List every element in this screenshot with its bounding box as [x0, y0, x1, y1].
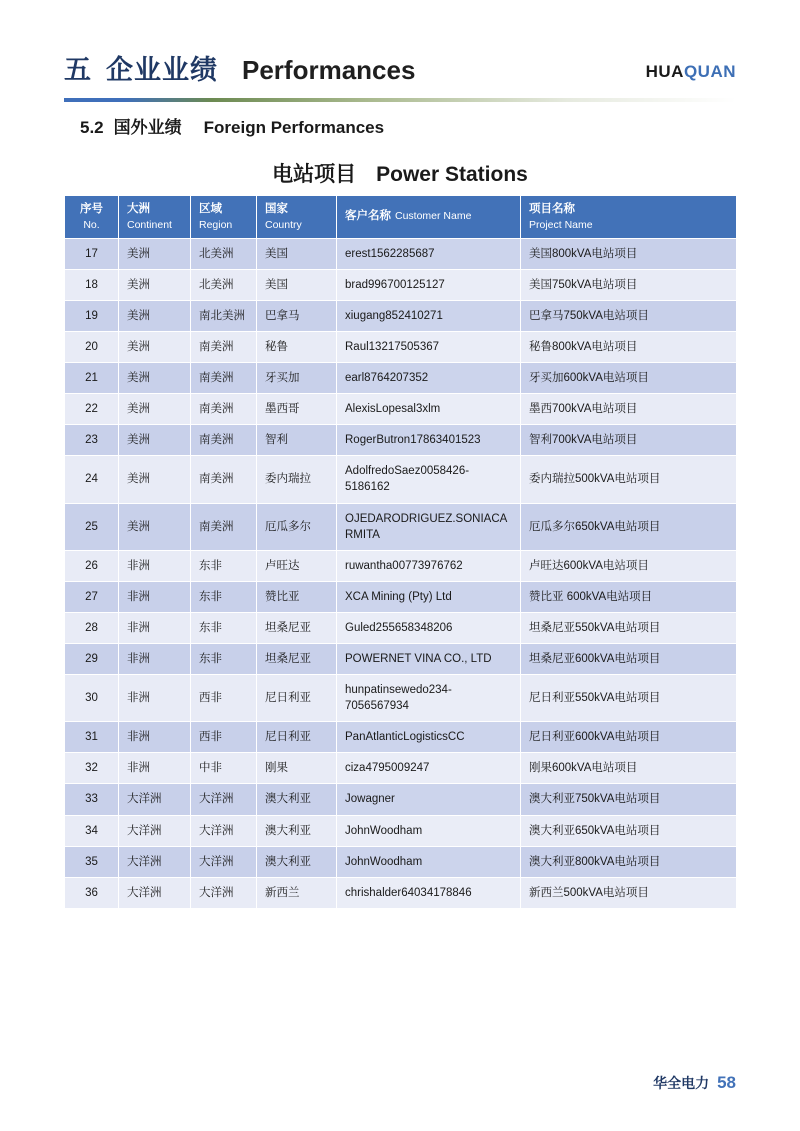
column-header-no	[65, 196, 119, 239]
table-row	[65, 753, 737, 784]
cell-region: 北美洲	[191, 269, 257, 300]
cell-project: 坦桑尼亚550kVA电站项目	[521, 612, 737, 643]
cell-customer: ruwantha00773976762	[337, 550, 521, 581]
cell-project: 尼日利亚600kVA电站项目	[521, 722, 737, 753]
table-row	[65, 456, 737, 503]
cell-country: 美国	[257, 269, 337, 300]
chapter-number: 五	[64, 55, 92, 85]
column-header-region-en: Region	[199, 218, 233, 231]
cell-customer: OJEDARODRIGUEZ.SONIACARMITA	[337, 503, 521, 550]
cell-country: 墨西哥	[257, 394, 337, 425]
table-row	[65, 644, 737, 675]
column-header-continent-en: Continent	[127, 218, 172, 231]
cell-no: 31	[65, 722, 119, 753]
cell-continent: 大洋洲	[119, 815, 191, 846]
table-row	[65, 363, 737, 394]
table-row	[65, 675, 737, 722]
cell-no: 17	[65, 238, 119, 269]
cell-customer: XCA Mining (Pty) Ltd	[337, 581, 521, 612]
cell-continent: 美洲	[119, 425, 191, 456]
cell-region: 东非	[191, 581, 257, 612]
cell-no: 18	[65, 269, 119, 300]
cell-continent: 美洲	[119, 300, 191, 331]
table-row	[65, 238, 737, 269]
column-header-customer-cn: 客户名称	[345, 210, 391, 223]
column-header-no-cn: 序号	[80, 203, 103, 215]
cell-no: 19	[65, 300, 119, 331]
subsection-title-en: Foreign Performances	[203, 118, 385, 137]
chapter-heading	[64, 48, 736, 87]
cell-customer: AdolfredoSaez0058426-5186162	[337, 456, 521, 503]
logo-text-primary: HUA	[645, 62, 684, 81]
cell-continent: 非洲	[119, 722, 191, 753]
logo-text-secondary: QUAN	[683, 62, 736, 81]
performance-table-container	[64, 195, 736, 909]
table-title	[0, 158, 800, 188]
cell-region: 北美洲	[191, 238, 257, 269]
page-footer	[653, 1073, 736, 1093]
cell-country: 智利	[257, 425, 337, 456]
cell-country: 巴拿马	[257, 300, 337, 331]
cell-customer: brad996700125127	[337, 269, 521, 300]
footer-company: 华全电力	[653, 1075, 710, 1091]
cell-customer: Jowagner	[337, 784, 521, 815]
column-header-region	[191, 196, 257, 239]
cell-region: 南美洲	[191, 363, 257, 394]
cell-project: 智利700kVA电站项目	[521, 425, 737, 456]
table-title-en: Power Stations	[376, 163, 528, 186]
cell-continent: 大洋洲	[119, 846, 191, 877]
cell-no: 20	[65, 331, 119, 362]
cell-no: 21	[65, 363, 119, 394]
table-row	[65, 877, 737, 908]
cell-continent: 非洲	[119, 550, 191, 581]
cell-region: 大洋洲	[191, 877, 257, 908]
cell-continent: 美洲	[119, 394, 191, 425]
table-row	[65, 784, 737, 815]
cell-project: 赞比亚 600kVA电站项目	[521, 581, 737, 612]
table-row	[65, 722, 737, 753]
column-header-no-en: No.	[83, 218, 100, 231]
cell-country: 澳大利亚	[257, 784, 337, 815]
subsection-heading	[80, 113, 384, 138]
cell-continent: 大洋洲	[119, 877, 191, 908]
company-logo	[646, 62, 736, 82]
cell-no: 28	[65, 612, 119, 643]
cell-customer: chrishalder64034178846	[337, 877, 521, 908]
cell-no: 24	[65, 456, 119, 503]
column-header-country-en: Country	[265, 218, 302, 231]
cell-project: 墨西700kVA电站项目	[521, 394, 737, 425]
cell-customer: ciza4795009247	[337, 753, 521, 784]
cell-no: 25	[65, 503, 119, 550]
column-header-project-en: Project Name	[529, 218, 593, 231]
cell-customer: xiugang852410271	[337, 300, 521, 331]
table-row	[65, 331, 737, 362]
table-row	[65, 846, 737, 877]
cell-region: 南美洲	[191, 331, 257, 362]
cell-region: 大洋洲	[191, 846, 257, 877]
cell-project: 巴拿马750kVA电站项目	[521, 300, 737, 331]
cell-continent: 非洲	[119, 612, 191, 643]
cell-continent: 美洲	[119, 331, 191, 362]
cell-country: 澳大利亚	[257, 846, 337, 877]
subsection-number: 5.2	[80, 118, 104, 137]
cell-customer: Guled255658348206	[337, 612, 521, 643]
column-header-continent-cn: 大洲	[127, 203, 150, 215]
cell-customer: JohnWoodham	[337, 815, 521, 846]
cell-continent: 非洲	[119, 675, 191, 722]
cell-project: 委内瑞拉500kVA电站项目	[521, 456, 737, 503]
cell-no: 32	[65, 753, 119, 784]
cell-region: 大洋洲	[191, 784, 257, 815]
cell-project: 美国750kVA电站项目	[521, 269, 737, 300]
cell-continent: 美洲	[119, 238, 191, 269]
cell-country: 刚果	[257, 753, 337, 784]
cell-project: 坦桑尼亚600kVA电站项目	[521, 644, 737, 675]
subsection-title-cn: 国外业绩	[113, 118, 182, 137]
cell-region: 南北美洲	[191, 300, 257, 331]
cell-no: 34	[65, 815, 119, 846]
cell-no: 29	[65, 644, 119, 675]
cell-region: 东非	[191, 612, 257, 643]
table-row	[65, 269, 737, 300]
cell-country: 澳大利亚	[257, 815, 337, 846]
cell-no: 33	[65, 784, 119, 815]
cell-region: 南美洲	[191, 456, 257, 503]
power-stations-table	[64, 195, 737, 909]
cell-continent: 非洲	[119, 581, 191, 612]
chapter-title-en: Performances	[242, 55, 416, 85]
table-body	[65, 238, 737, 908]
column-header-project-cn: 项目名称	[529, 203, 575, 215]
cell-customer: JohnWoodham	[337, 846, 521, 877]
cell-region: 大洋洲	[191, 815, 257, 846]
cell-country: 尼日利亚	[257, 722, 337, 753]
cell-project: 牙买加600kVA电站项目	[521, 363, 737, 394]
table-title-cn: 电站项目	[272, 163, 357, 186]
column-header-customer	[337, 196, 521, 239]
cell-country: 美国	[257, 238, 337, 269]
cell-project: 厄瓜多尔650kVA电站项目	[521, 503, 737, 550]
cell-country: 新西兰	[257, 877, 337, 908]
cell-continent: 非洲	[119, 753, 191, 784]
cell-project: 澳大利亚800kVA电站项目	[521, 846, 737, 877]
cell-no: 27	[65, 581, 119, 612]
cell-project: 秘鲁800kVA电站项目	[521, 331, 737, 362]
cell-project: 尼日利亚550kVA电站项目	[521, 675, 737, 722]
cell-region: 东非	[191, 550, 257, 581]
table-row	[65, 503, 737, 550]
table-row	[65, 394, 737, 425]
column-header-customer-en: Customer Name	[395, 210, 472, 223]
cell-continent: 美洲	[119, 269, 191, 300]
cell-no: 36	[65, 877, 119, 908]
cell-country: 坦桑尼亚	[257, 644, 337, 675]
cell-continent: 美洲	[119, 363, 191, 394]
cell-customer: AlexisLopesal3xlm	[337, 394, 521, 425]
column-header-project	[521, 196, 737, 239]
cell-project: 刚果600kVA电站项目	[521, 753, 737, 784]
cell-customer: earl8764207352	[337, 363, 521, 394]
cell-project: 美国800kVA电站项目	[521, 238, 737, 269]
cell-no: 30	[65, 675, 119, 722]
cell-region: 中非	[191, 753, 257, 784]
cell-no: 22	[65, 394, 119, 425]
cell-customer: PanAtlanticLogisticsCC	[337, 722, 521, 753]
cell-project: 澳大利亚650kVA电站项目	[521, 815, 737, 846]
table-row	[65, 550, 737, 581]
cell-country: 坦桑尼亚	[257, 612, 337, 643]
cell-region: 南美洲	[191, 394, 257, 425]
cell-region: 南美洲	[191, 425, 257, 456]
table-row	[65, 612, 737, 643]
footer-page-number: 58	[717, 1073, 736, 1092]
cell-continent: 美洲	[119, 456, 191, 503]
cell-no: 23	[65, 425, 119, 456]
cell-no: 35	[65, 846, 119, 877]
cell-country: 委内瑞拉	[257, 456, 337, 503]
cell-continent: 美洲	[119, 503, 191, 550]
cell-customer: POWERNET VINA CO., LTD	[337, 644, 521, 675]
chapter-title-cn: 企业业绩	[106, 55, 218, 85]
table-row	[65, 425, 737, 456]
cell-project: 新西兰500kVA电站项目	[521, 877, 737, 908]
cell-customer: RogerButron17863401523	[337, 425, 521, 456]
cell-project: 澳大利亚750kVA电站项目	[521, 784, 737, 815]
table-row	[65, 300, 737, 331]
cell-country: 厄瓜多尔	[257, 503, 337, 550]
cell-customer: Raul13217505367	[337, 331, 521, 362]
column-header-continent	[119, 196, 191, 239]
cell-country: 卢旺达	[257, 550, 337, 581]
cell-customer: hunpatinsewedo234-7056567934	[337, 675, 521, 722]
cell-region: 东非	[191, 644, 257, 675]
cell-country: 牙买加	[257, 363, 337, 394]
cell-country: 秘鲁	[257, 331, 337, 362]
table-header-row	[65, 196, 737, 239]
column-header-country	[257, 196, 337, 239]
cell-country: 赞比亚	[257, 581, 337, 612]
cell-country: 尼日利亚	[257, 675, 337, 722]
cell-continent: 非洲	[119, 644, 191, 675]
column-header-region-cn: 区域	[199, 203, 222, 215]
column-header-country-cn: 国家	[265, 203, 288, 215]
cell-continent: 大洋洲	[119, 784, 191, 815]
cell-no: 26	[65, 550, 119, 581]
cell-customer: erest1562285687	[337, 238, 521, 269]
table-row	[65, 581, 737, 612]
cell-project: 卢旺达600kVA电站项目	[521, 550, 737, 581]
header-divider	[64, 98, 736, 102]
cell-region: 西非	[191, 722, 257, 753]
cell-region: 西非	[191, 675, 257, 722]
cell-region: 南美洲	[191, 503, 257, 550]
table-row	[65, 815, 737, 846]
